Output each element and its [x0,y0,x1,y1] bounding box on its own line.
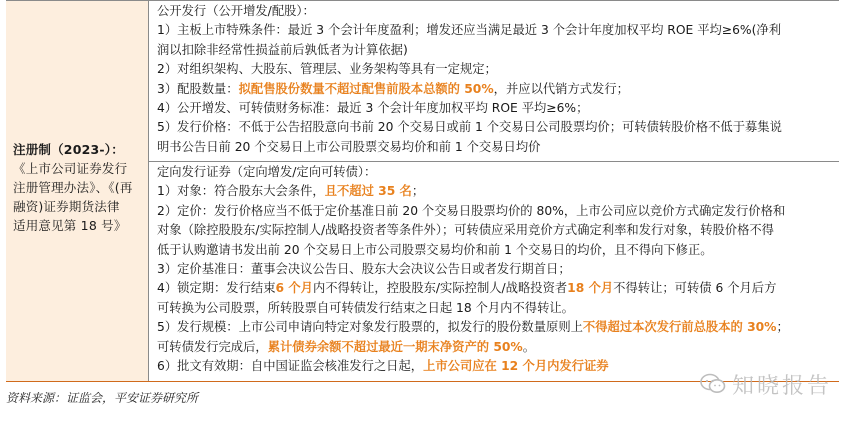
highlight-text: 不得超过本次发行前总股本的 30% [582,320,777,335]
rule-line [157,221,835,240]
rule-line [157,318,835,337]
rule-line [157,202,835,221]
rule-text: 4）锁定期：发行结束 [157,281,276,296]
rule-line [157,241,835,260]
rule-text: 2）定价：发行价格应当不低于定价基准日前 20 个交易日股票均价的 80%，上市公司应以竞价方式确定发行价格和 [157,203,786,218]
rule-text: ，并应以代销方式发行； [493,81,629,96]
rule-line [157,182,835,201]
rule-line [157,299,835,318]
rule-text: 明书公告日前 20 个交易日上市公司股票交易均价和前 1 个交易日均价 [157,139,541,154]
rule-text: 可转换为公司股票，所转股票自可转债发行结束之日起 18 个月内不得转让。 [157,300,574,315]
rule-text: 3）配股数量： [157,81,239,96]
rule-line [157,21,835,40]
rule-text: 2）对组织架构、大股东、管理层、业务架构等具有一定规定； [157,62,497,77]
category-line: 融资)证券期货法律 [13,199,120,214]
rule-text: 对象（除控股股东/实际控制人/战略投资者等条件外）；可转债应采用竞价方式确定利率和发行对象，转股价格不得 [157,223,774,238]
category-cell [6,1,149,381]
rule-text: 3）定价基准日：董事会决议公告日、股东大会决议公告日或者发行期首日； [157,261,571,276]
public-offering-section [157,2,835,157]
highlight-text: 累计债券余额不超过最近一期末净资产的 50% [267,339,523,354]
category-line: 适用意见第 18 号》 [13,218,127,233]
rule-text: 不得转让；可转债 6 个月后方 [613,281,777,296]
highlight-text: 拟配售股份数量不超过配售前股本总额的 50% [238,81,494,96]
rule-line [157,41,835,60]
rule-text: 5）发行规模：上市公司申请向特定对象发行股票的，拟发行的股份数量原则上 [157,320,583,335]
rule-text: 5）发行价格：不低于公告招股意向书前 20 个交易日或前 1 个交易日公司股票均价；可转债转股价格不低于募集说 [157,120,782,135]
details-column [149,1,839,381]
rule-text: ； [411,184,425,199]
highlight-text: 18 个月 [567,281,614,296]
rule-line [157,260,835,279]
watermark [700,370,832,398]
category-title: 注册制（2023-）： [13,142,124,157]
section-header: 定向发行证券（定向增发/定向可转债）： [157,165,377,179]
rule-line [157,338,835,357]
watermark-text: 知晓报告 [732,373,833,399]
rule-text: 。 [522,339,536,354]
rule-text: 1）主板上市特殊条件：最近 3 个会计年度盈利；增发还应当满足最近 3 个会计年度加权平均 ROE 平均≥6%(净利 [157,23,781,38]
rule-line [157,99,835,118]
category-text [13,140,145,235]
category-line: 《上市公司证券发行 [13,161,128,176]
rule-text: 6）批文有效期：自中国证监会核准发行之日起， [157,358,424,373]
rule-line [157,118,835,137]
highlight-text: 且不超过 35 名 [324,184,412,199]
rule-line [157,279,835,298]
rule-text: 1）对象：符合股东大会条件， [157,184,325,199]
highlight-text: 6 个月 [275,281,313,296]
rule-line [157,138,835,157]
row-divider [149,161,839,162]
rule-text: 4）公开增发、可转债财务标准：最近 3 个会计年度加权平均 ROE 平均≥6%； [157,100,589,115]
rule-line [157,60,835,79]
rule-text: 低于认购邀请书发出前 20 个交易日上市公司股票交易均价和前 1 个交易日的均价，且不得向下修正。 [157,242,713,257]
source-note: 资料来源：证监会，平安证券研究所 [6,391,199,405]
highlight-text: 上市公司应在 12 个月内发行证券 [423,358,609,373]
rule-text: 可转债发行完成后， [157,339,268,354]
rule-line [157,80,835,99]
rule-text: ； [776,320,789,335]
wechat-icon [700,373,726,395]
rule-text: 内不得转让，控股股东/实际控制人/战略投资者 [312,281,568,296]
category-line: 注册管理办法》、《(再 [13,180,133,195]
rule-text: 润以扣除非经常性损益前后孰低者为计算依据) [157,42,408,57]
regulation-table [6,0,839,382]
private-placement-section [157,163,835,376]
section-header: 公开发行（公开增发/配股）： [157,4,315,18]
